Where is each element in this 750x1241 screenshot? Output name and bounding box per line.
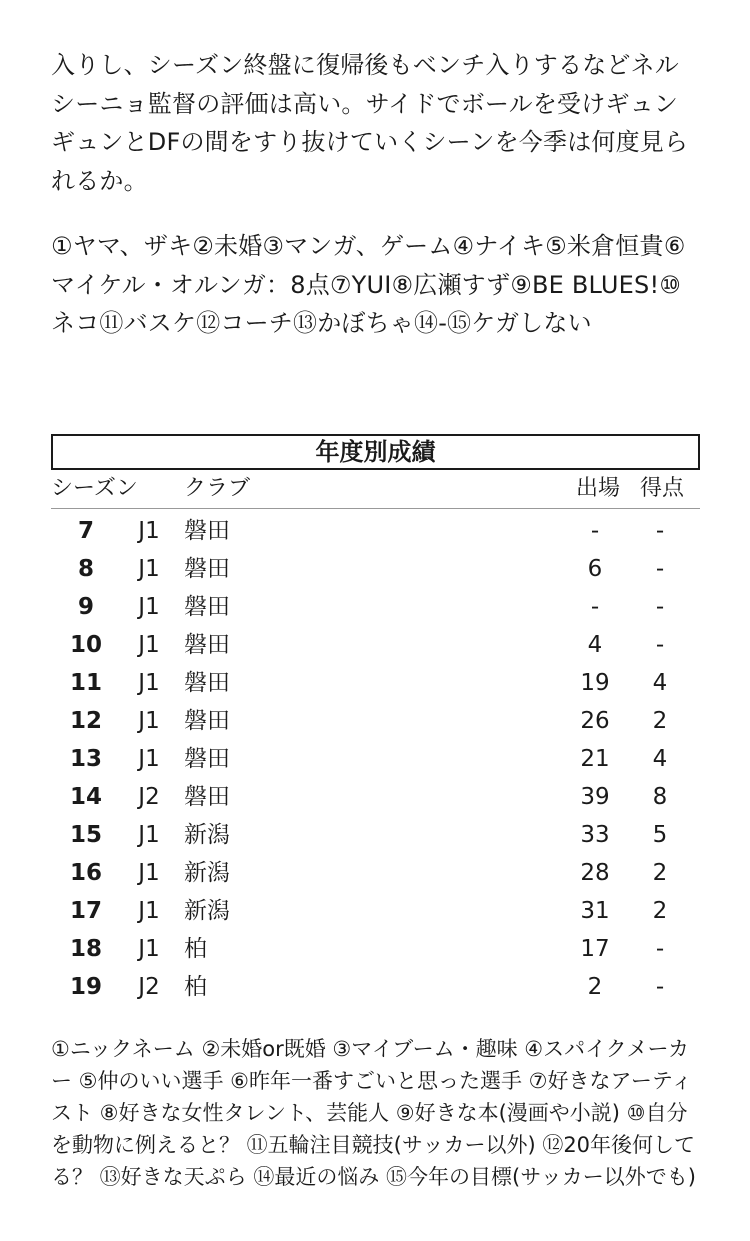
season-cell: 17 xyxy=(69,898,102,924)
season-cell: 13 xyxy=(69,746,102,772)
apps-cell: 2 xyxy=(587,974,603,1000)
season-cell: 11 xyxy=(69,670,102,696)
league-cell: J2 xyxy=(138,784,160,810)
goals-cell: 5 xyxy=(652,822,668,848)
goals-cell: 2 xyxy=(652,708,668,734)
goals-cell: - xyxy=(655,936,665,962)
season-cell: 12 xyxy=(69,708,102,734)
header-divider xyxy=(51,508,700,509)
league-cell: J1 xyxy=(138,556,160,582)
questionnaire-legend: ①ニックネーム ②未婚or既婚 ③マイブーム・趣味 ④スパイクメーカー ⑤仲のいい選手 ⑥昨年一番すごいと思った選手 ⑦好きなアーティスト ⑧好きな女性タレント、芸能人 ⑨好きな本(漫画や小説) ⑩自分を動物に例えると？ ⑪五輪注目競技(サッカー以外) ⑫20年後何してる？ ⑬好きな天ぷら ⑭最近の悩み ⑮今年の目標(サッカー以外でも) xyxy=(51,1037,696,1189)
header-season: シーズン xyxy=(51,476,138,501)
league-cell: J1 xyxy=(138,860,160,886)
questionnaire-answers: ①ヤマ、ザキ②未婚③マンガ、ゲーム④ナイキ⑤米倉恒貴⑥マイケル・オルンガ：8点⑦YUI⑧広瀬すず⑨BE BLUES!⑩ネコ⑪バスケ⑫コーチ⑬かぼちゃ⑭-⑮ケガしない xyxy=(51,232,686,337)
league-cell: J1 xyxy=(138,936,160,962)
table-row xyxy=(0,550,750,588)
article-paragraph: 入りし、シーズン終盤に復帰後もベンチ入りするなどネルシーニョ監督の評価は高い。サイドでボールを受けギュンギュンとDFの間をすり抜けていくシーンを今季は何度見られるか。 xyxy=(51,51,689,195)
season-cell: 8 xyxy=(77,556,94,582)
club-cell: 磐田 xyxy=(184,632,230,658)
league-cell: J1 xyxy=(138,822,160,848)
season-cell: 15 xyxy=(69,822,102,848)
goals-cell: - xyxy=(655,632,665,658)
goals-cell: 8 xyxy=(652,784,668,810)
table-row xyxy=(0,778,750,816)
club-cell: 新潟 xyxy=(184,822,230,848)
league-cell: J1 xyxy=(138,594,160,620)
club-cell: 磐田 xyxy=(184,670,230,696)
goals-cell: 4 xyxy=(652,746,668,772)
club-cell: 磐田 xyxy=(184,594,230,620)
header-club: クラブ xyxy=(184,476,251,501)
table-row xyxy=(0,816,750,854)
stats-table-title: 年度別成績 xyxy=(51,434,700,470)
apps-cell: 19 xyxy=(580,670,610,696)
apps-cell: 26 xyxy=(580,708,610,734)
table-row xyxy=(0,892,750,930)
season-cell: 14 xyxy=(69,784,102,810)
apps-cell: - xyxy=(590,518,600,544)
goals-cell: - xyxy=(655,974,665,1000)
club-cell: 磐田 xyxy=(184,746,230,772)
table-row xyxy=(0,702,750,740)
apps-cell: 28 xyxy=(580,860,610,886)
season-cell: 10 xyxy=(69,632,102,658)
table-row xyxy=(0,930,750,968)
club-cell: 柏 xyxy=(184,974,207,1000)
table-row xyxy=(0,588,750,626)
league-cell: J1 xyxy=(138,518,160,544)
table-row xyxy=(0,968,750,1006)
league-cell: J1 xyxy=(138,898,160,924)
club-cell: 磐田 xyxy=(184,556,230,582)
club-cell: 柏 xyxy=(184,936,207,962)
league-cell: J1 xyxy=(138,632,160,658)
season-cell: 7 xyxy=(77,518,94,544)
apps-cell: 39 xyxy=(580,784,610,810)
table-row xyxy=(0,664,750,702)
club-cell: 新潟 xyxy=(184,860,230,886)
header-apps: 出場 xyxy=(576,476,621,501)
table-row xyxy=(0,854,750,892)
table-row xyxy=(0,512,750,550)
club-cell: 磐田 xyxy=(184,784,230,810)
header-goals: 得点 xyxy=(640,476,685,501)
league-cell: J1 xyxy=(138,746,160,772)
club-cell: 磐田 xyxy=(184,518,230,544)
club-cell: 新潟 xyxy=(184,898,230,924)
apps-cell: 4 xyxy=(587,632,603,658)
goals-cell: 4 xyxy=(652,670,668,696)
club-cell: 磐田 xyxy=(184,708,230,734)
apps-cell: 21 xyxy=(580,746,610,772)
goals-cell: - xyxy=(655,518,665,544)
apps-cell: - xyxy=(590,594,600,620)
apps-cell: 31 xyxy=(580,898,610,924)
table-row xyxy=(0,626,750,664)
season-cell: 16 xyxy=(69,860,102,886)
goals-cell: - xyxy=(655,556,665,582)
apps-cell: 17 xyxy=(580,936,610,962)
league-cell: J1 xyxy=(138,670,160,696)
goals-cell: 2 xyxy=(652,860,668,886)
season-cell: 9 xyxy=(77,594,94,620)
season-cell: 18 xyxy=(69,936,102,962)
league-cell: J1 xyxy=(138,708,160,734)
apps-cell: 33 xyxy=(580,822,610,848)
league-cell: J2 xyxy=(138,974,160,1000)
season-cell: 19 xyxy=(69,974,102,1000)
stats-table-body xyxy=(0,512,750,1006)
goals-cell: 2 xyxy=(652,898,668,924)
goals-cell: - xyxy=(655,594,665,620)
apps-cell: 6 xyxy=(587,556,603,582)
table-row xyxy=(0,740,750,778)
